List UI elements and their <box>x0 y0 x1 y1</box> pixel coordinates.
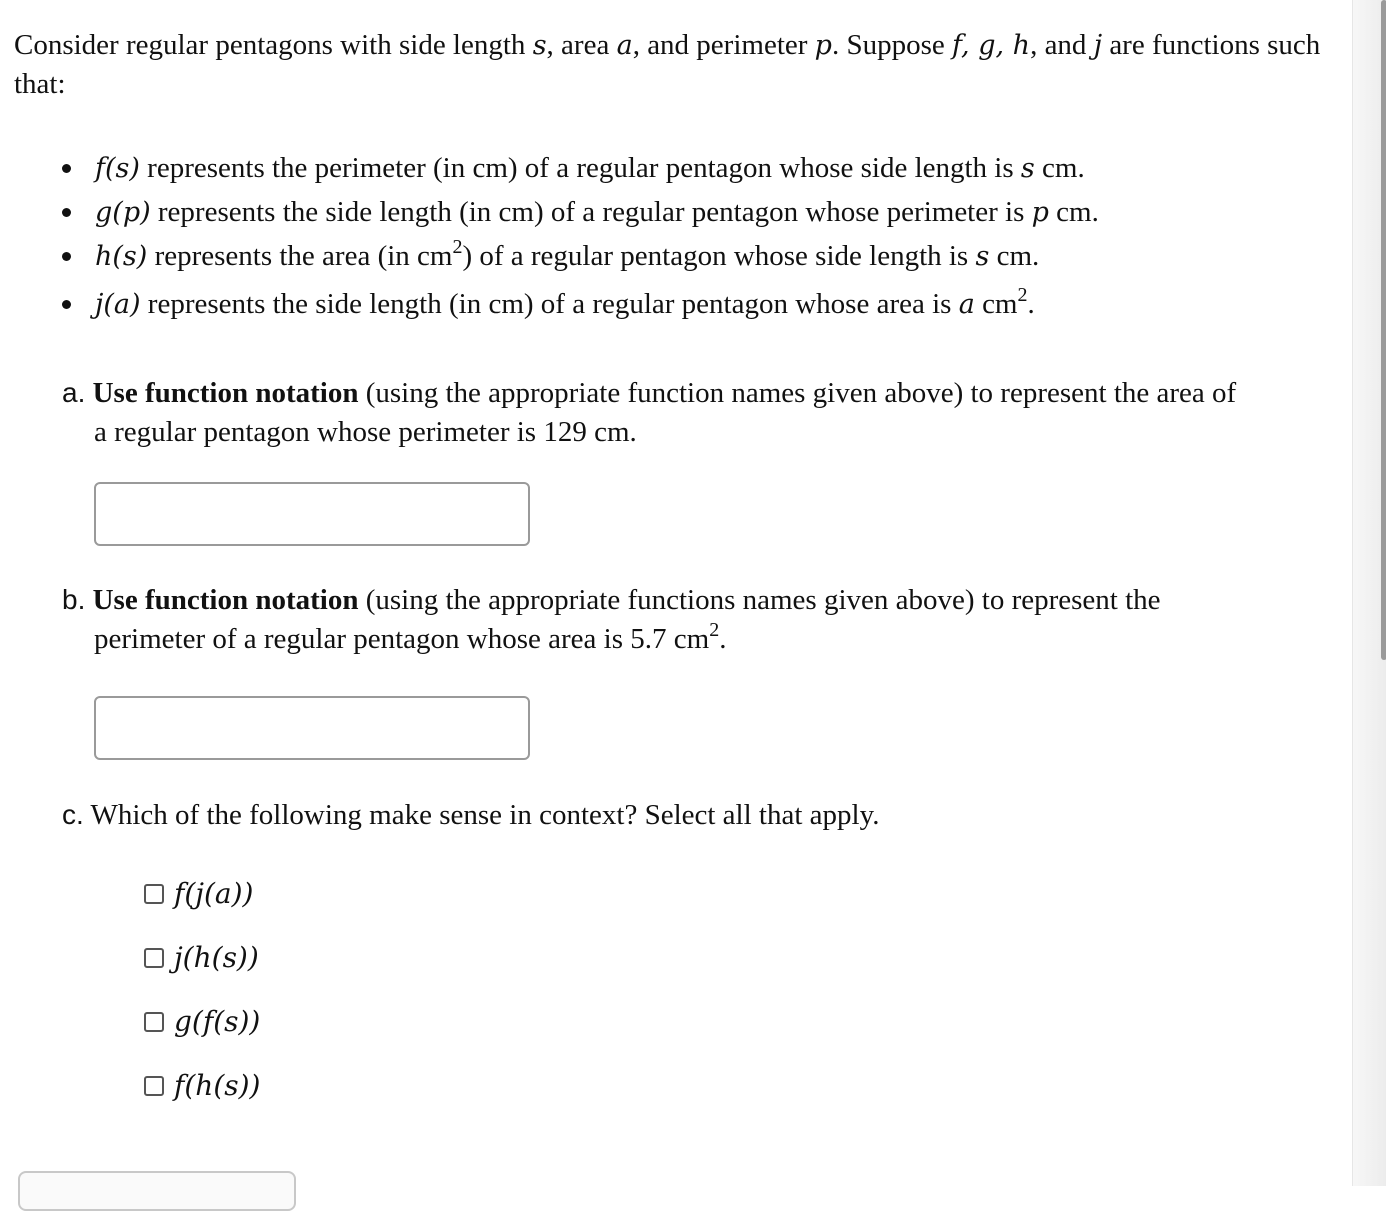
option-item[interactable] <box>144 1054 260 1118</box>
definition-end: . <box>1077 152 1085 184</box>
question-marker: c. <box>62 799 84 830</box>
definition-item <box>62 192 1332 236</box>
question-line <box>62 620 1362 659</box>
superscript: 2 <box>709 619 720 641</box>
intro-text: . Suppose <box>831 29 953 61</box>
bullet-icon <box>62 300 71 309</box>
superscript: 2 <box>1017 284 1028 306</box>
bullet-icon <box>62 252 71 261</box>
definitions-list <box>62 148 1332 328</box>
function-names: f, g, h <box>952 30 1031 61</box>
definition-var: s <box>975 241 990 272</box>
definition-text: represents the side length (in cm) of a regular pentagon whose area is <box>140 288 959 320</box>
question-bold: Use function notation <box>92 584 359 616</box>
option-label[interactable]: f(j(a)) <box>174 877 254 910</box>
definition-unit: cm <box>1034 152 1078 184</box>
scrollbar[interactable] <box>1352 0 1386 1186</box>
option-item[interactable] <box>144 926 260 990</box>
superscript: 2 <box>452 236 463 258</box>
option-label[interactable]: g(f(s)) <box>174 1005 261 1038</box>
question-text: Which of the following make sense in context? Select all that apply. <box>83 799 880 831</box>
question-text: (using the appropriate function names given above) to represent the area of <box>358 377 1237 409</box>
function-h: h(s) <box>95 241 148 272</box>
var-j: j <box>1093 30 1103 61</box>
definition-item <box>62 148 1332 192</box>
function-j: j(a) <box>95 289 141 320</box>
question-end: . <box>719 623 727 655</box>
question-a <box>62 373 1362 452</box>
checkbox[interactable] <box>144 884 164 904</box>
intro-text: Consider regular pentagons with side length <box>14 29 533 61</box>
definition-end: . <box>1091 196 1099 228</box>
question-text: (using the appropriate functions names given above) to represent the <box>358 584 1161 616</box>
function-f: f(s) <box>95 153 140 184</box>
definition-end: . <box>1032 240 1040 272</box>
definition-item <box>62 236 1332 284</box>
option-item[interactable] <box>144 862 260 926</box>
option-label[interactable]: f(h(s)) <box>174 1069 261 1102</box>
submit-button[interactable] <box>18 1171 296 1211</box>
option-item[interactable] <box>144 990 260 1054</box>
definition-var: a <box>958 289 975 320</box>
problem-intro <box>14 26 1344 104</box>
scrollbar-thumb[interactable] <box>1381 0 1386 660</box>
options-list <box>144 862 260 1118</box>
intro-text: , area <box>546 29 617 61</box>
definition-var: s <box>1020 153 1035 184</box>
intro-text: , and <box>1030 29 1094 61</box>
answer-input-a[interactable] <box>94 482 530 546</box>
question-text: perimeter of a regular pentagon whose area is 5.7 cm <box>94 623 710 655</box>
question-marker: b. <box>62 584 86 615</box>
checkbox[interactable] <box>144 1012 164 1032</box>
question-b <box>62 580 1362 659</box>
definition-unit: cm <box>1048 196 1092 228</box>
definition-text: represents the side length (in cm) of a regular pentagon whose perimeter is <box>150 196 1032 228</box>
question-bold: Use function notation <box>92 377 359 409</box>
question-text: a regular pentagon whose perimeter is 129 cm. <box>94 416 637 448</box>
bullet-icon <box>62 208 71 217</box>
definition-text: represents the area (in cm <box>147 240 453 272</box>
function-g: g(p) <box>95 197 151 228</box>
definition-text: represents the perimeter (in cm) of a regular pentagon whose side length is <box>139 152 1021 184</box>
intro-text: , and perimeter <box>632 29 815 61</box>
definition-unit: cm <box>989 240 1033 272</box>
definition-text: ) of a regular pentagon whose side length is <box>462 240 976 272</box>
answer-input-b[interactable] <box>94 696 530 760</box>
definition-var: p <box>1031 197 1049 228</box>
definition-unit: cm <box>974 288 1018 320</box>
var-p: p <box>814 30 832 61</box>
checkbox[interactable] <box>144 948 164 968</box>
definition-end: . <box>1027 288 1035 320</box>
bullet-icon <box>62 164 71 173</box>
definition-item <box>62 284 1332 328</box>
intro-text: are functions such that: <box>14 29 1321 100</box>
var-s: s <box>532 30 547 61</box>
question-c <box>62 795 1362 835</box>
checkbox[interactable] <box>144 1076 164 1096</box>
option-label[interactable]: j(h(s)) <box>174 941 259 974</box>
question-marker: a. <box>62 377 86 408</box>
var-a: a <box>616 30 633 61</box>
